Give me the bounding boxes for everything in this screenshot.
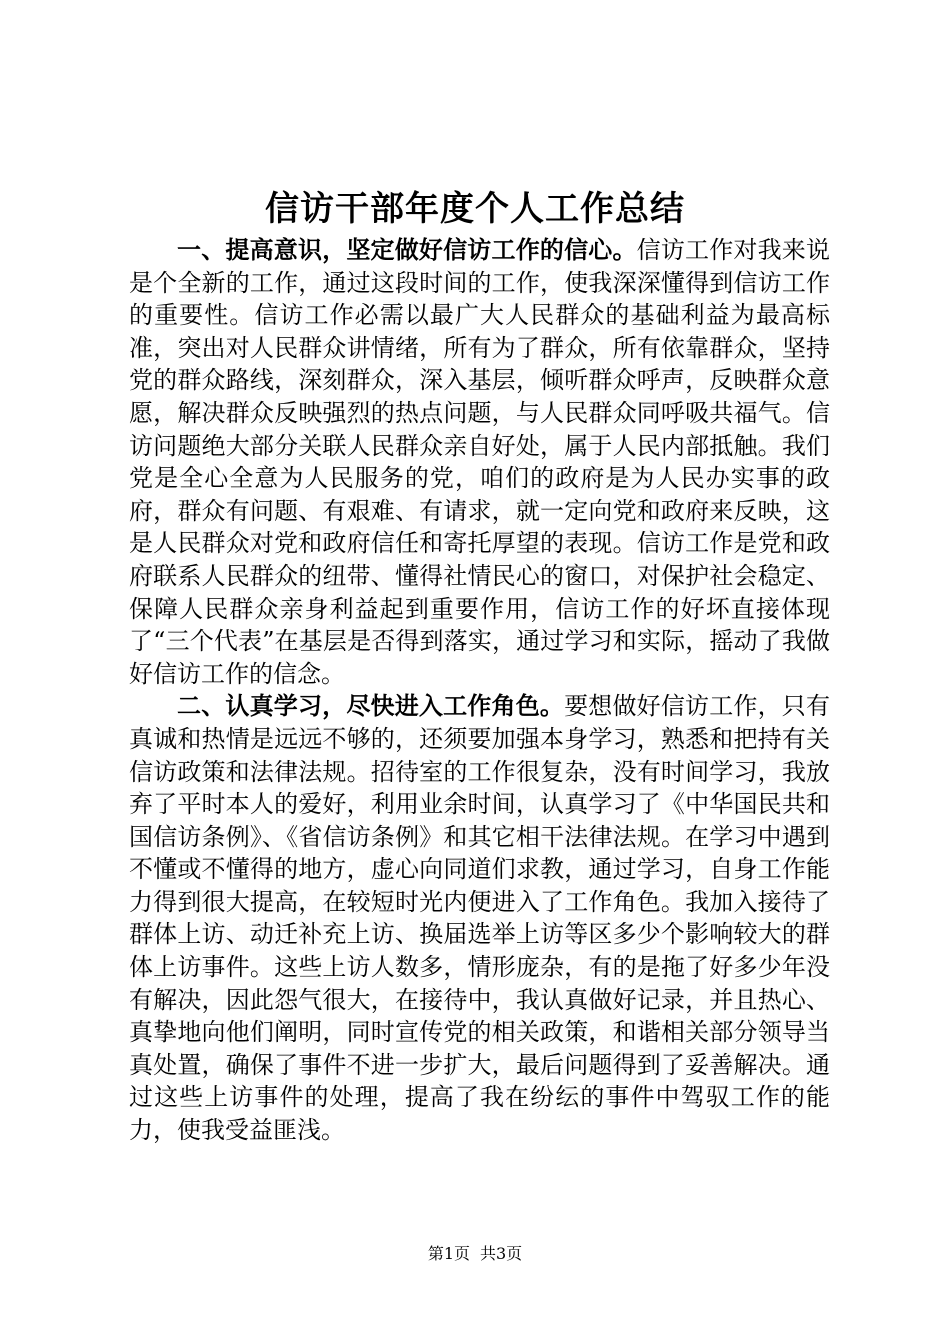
document-body: [129, 234, 830, 1147]
section-paragraph-1: [129, 234, 830, 690]
section-heading-1: 一、提高意识，坚定做好信访工作的信心。: [177, 235, 637, 264]
section-text-1: 信访工作对我来说是个全新的工作，通过这段时间的工作，使我深深懂得到信访工作的重要性。信访工作必需以最广大人民群众的基础利益为最高标准，突出对人民群众讲情绪，所有为了群众，所有依靠群众，坚持党的群众路线，深刻群众，深入基层，倾听群众呼声，反映群众意愿，解决群众反映强烈的热点问题，与人民群众同呼吸共福气。信访问题绝大部分关联人民群众亲自好处，属于人民内部抵触。我们党是全心全意为人民服务的党，咱们的政府是为人民办实事的政府，群众有问题、有艰难、有请求，就一定向党和政府来反映，这是人民群众对党和政府信任和寄托厚望的表现。信访工作是党和政府联系人民群众的纽带、懂得社情民心的窗口，对保护社会稳定、保障人民群众亲身利益起到重要作用，信访工作的好坏直接体现了“三个代表”在基层是否得到落实，通过学习和实际，摇动了我做好信访工作的信念。: [129, 236, 831, 688]
section-paragraph-2: [129, 690, 830, 1146]
document-title: 信访干部年度个人工作总结: [265, 189, 685, 229]
page-footer: [0, 1243, 950, 1265]
section-text-2: 要想做好信访工作，只有真诚和热情是远远不够的，还须要加强本身学习，熟悉和把持有关信访政策和法律法规。招待室的工作很复杂，没有时间学习，我放弃了平时本人的爱好，利用业余时间，认真学习了《中华国民共和国信访条例》、《省信访条例》和其它相干法律法规。在学习中遇到不懂或不懂得的地方，虚心向同道们求教，通过学习，自身工作能力得到很大提高，在较短时光内便进入了工作角色。我加入接待了群体上访、动迁补充上访、换届选举上访等区多少个影响较大的群体上访事件。这些上访人数多，情形庞杂，有的是拖了好多少年没有解决，因此怨气很大，在接待中，我认真做好记录，并且热心、真挚地向他们阐明，同时宣传党的相关政策，和谐相关部分领导当真处置，确保了事件不进一步扩大，最后问题得到了妥善解决。通过这些上访事件的处理，提高了我在纷纭的事件中驾驭工作的能力，使我受益匪浅。: [129, 692, 831, 1145]
page-total: 共3页: [480, 1244, 523, 1263]
section-heading-2: 二、认真学习，尽快进入工作角色。: [177, 691, 565, 721]
page-number: 第1页: [427, 1244, 470, 1263]
